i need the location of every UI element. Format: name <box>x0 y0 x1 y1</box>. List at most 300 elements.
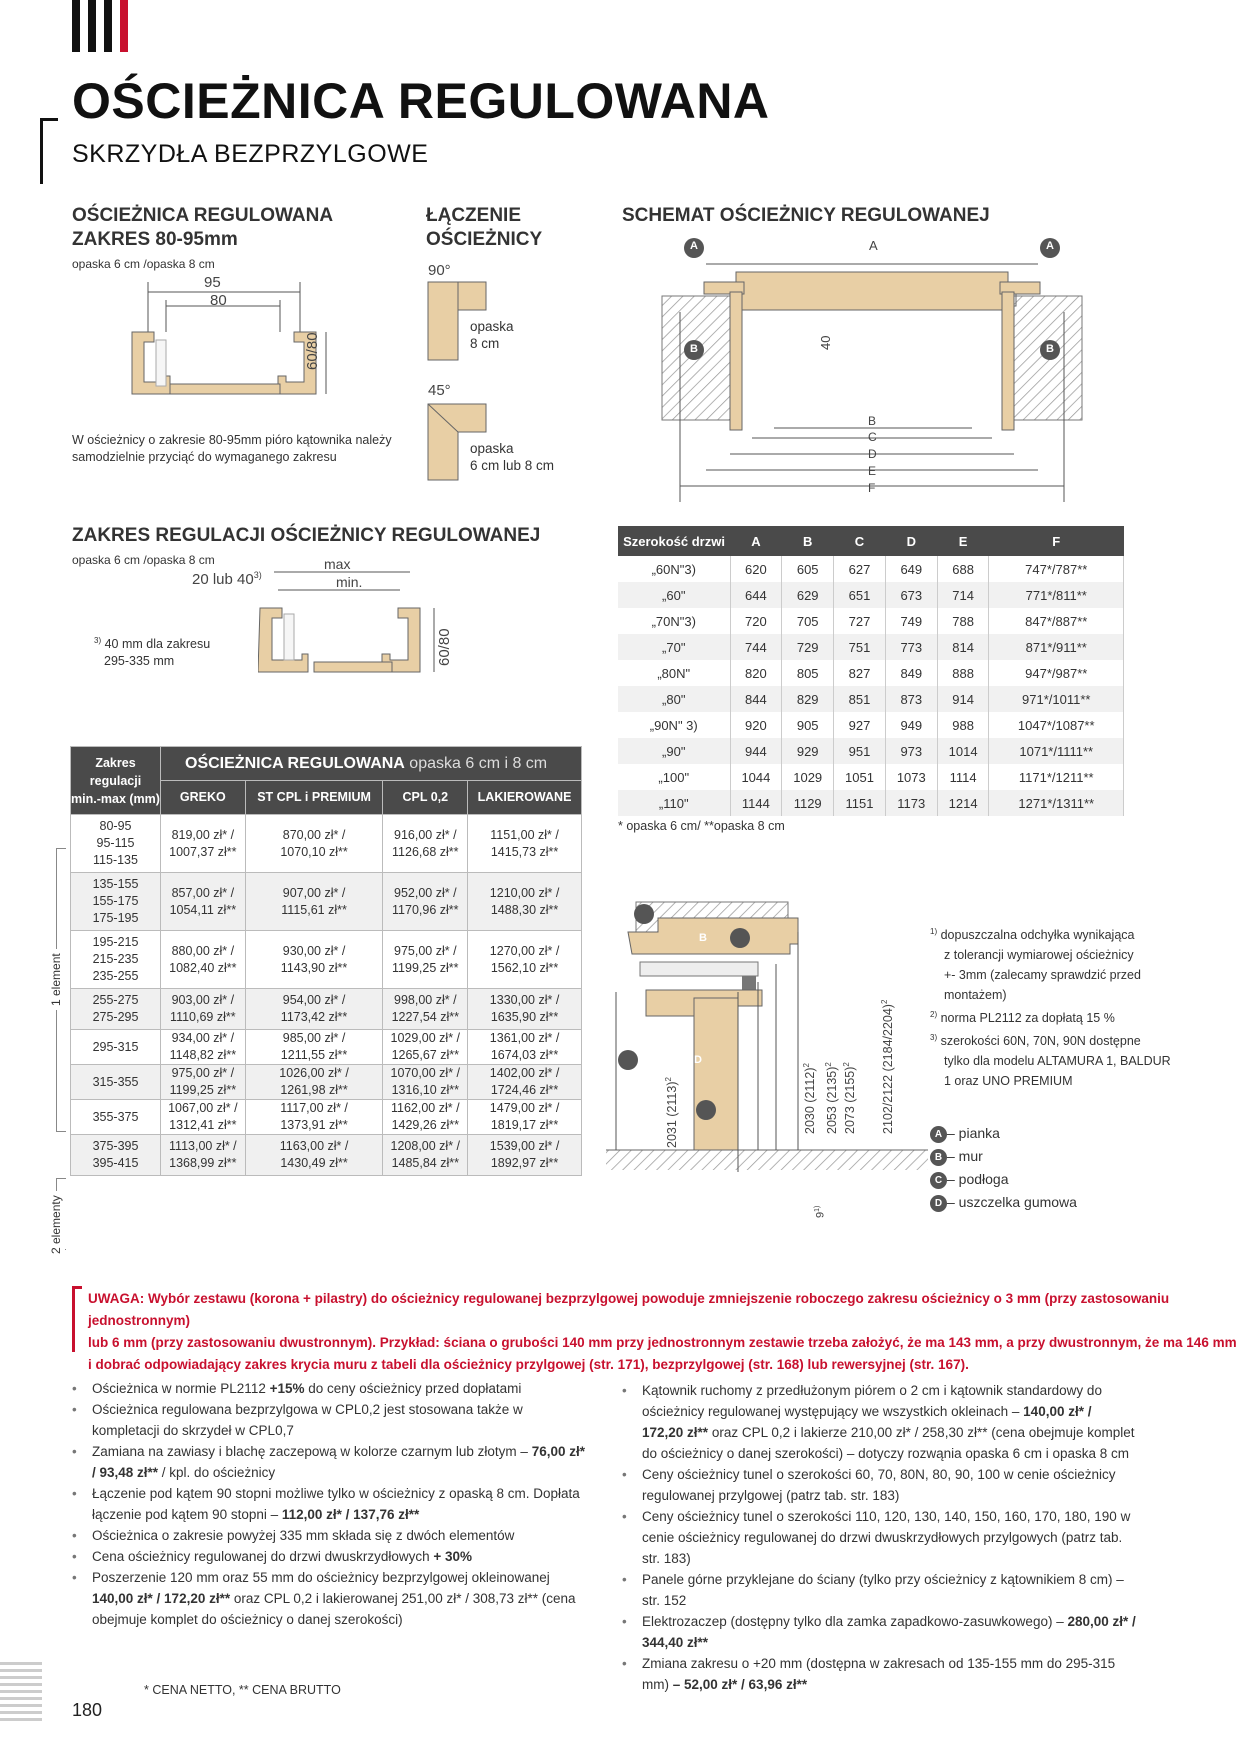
table-row <box>618 556 1124 582</box>
price-value: 1070,00 zł* / <box>390 1066 461 1080</box>
price-cell <box>245 989 383 1030</box>
dims-cell: 727 <box>834 608 886 634</box>
price-value: 1485,84 zł** <box>391 1156 459 1170</box>
range-value: 275-295 <box>92 1010 139 1024</box>
range-value: 135-155 <box>92 877 139 891</box>
bullet-text: Ościeżnica o zakresie powyżej 335 mm składa się z dwóch elementów <box>92 1528 515 1543</box>
legend-block <box>930 1122 1077 1214</box>
bullet-text: Zmiana zakresu o +20 mm (dostępna w zakresach od 135-155 mm do 295-315 mm) <box>642 1656 1116 1692</box>
dims-cell: „70" <box>618 634 730 660</box>
price-value: 934,00 zł* / <box>171 1031 235 1045</box>
dims-cell: 1073 <box>885 764 937 790</box>
price-value: 1724,46 zł** <box>490 1083 559 1097</box>
dims-cell: 629 <box>782 582 834 608</box>
diag-h3: 2053 $(2135)^2$ <box>824 1062 840 1134</box>
dims-cell: 1051 <box>834 764 886 790</box>
dims-cell: „70N"3) <box>618 608 730 634</box>
price-value: 1070,10 zł** <box>280 844 348 859</box>
diag-label-b: B <box>699 932 707 944</box>
table-row <box>618 738 1124 764</box>
schema-dim-c: C <box>868 430 877 444</box>
price-legend: * CENA NETTO, ** CENA BRUTTO <box>144 1683 341 1697</box>
dims-cell: 914 <box>937 686 989 712</box>
price-cell <box>468 989 582 1030</box>
list-item <box>620 1464 1136 1506</box>
table-row <box>71 989 582 1030</box>
price-value: 857,00 zł* / <box>171 885 235 900</box>
price-cell <box>161 1135 246 1176</box>
price-cell <box>383 815 468 873</box>
price-value: 1312,41 zł** <box>169 1118 237 1132</box>
bullet-text: Ceny ościeżnicy tunel o szerokości 110, 120, 130, 140, 150, 160, 170, 180, 190 w cenie ościeżnicy regulowanej do drzwi dwuskrzydłowych przylgowych (patrz tab. str. 183) <box>642 1509 1131 1566</box>
schema-dim-d: D <box>868 447 877 461</box>
bullet-text: Ceny ościeżnicy tunel o szerokości 60, 70, 80N, 80, 90, 100 w cenie ościeżnicy regulowanej przylgowej (patrz tab. str. 183) <box>642 1467 1116 1503</box>
warning-bracket <box>72 1286 82 1352</box>
price-value: 1199,25 zł** <box>392 960 459 975</box>
bullet-text: Cena ościeżnicy regulowanej do drzwi dwuskrzydłowych <box>92 1549 434 1564</box>
dims-cell: 1014 <box>937 738 989 764</box>
table-row <box>71 1135 582 1176</box>
price-cell <box>383 989 468 1030</box>
dims-cell: 829 <box>782 686 834 712</box>
dims-cell: 1173 <box>885 790 937 816</box>
page-title: OŚCIEŻNICA REGULOWANA <box>72 73 770 129</box>
dims-cell: 944 <box>730 738 782 764</box>
range-value: 295-315 <box>92 1039 139 1054</box>
range-value: 235-255 <box>92 969 139 983</box>
price-value: 870,00 zł* / <box>282 827 346 842</box>
legend-text: – uszczelka gumowa <box>947 1194 1077 1210</box>
price-value: 954,00 zł* / <box>282 993 346 1007</box>
table-row <box>618 634 1124 660</box>
dims-cell: 651 <box>834 582 886 608</box>
price-cell <box>468 931 582 989</box>
price-value: 1126,68 zł** <box>392 844 459 859</box>
price-value: 1199,25 zł** <box>169 1083 237 1097</box>
brand-logo <box>72 0 142 52</box>
price-value: 1162,00 zł* / <box>390 1101 460 1115</box>
price-value: 1429,26 zł** <box>391 1118 459 1132</box>
list-item <box>620 1506 1136 1569</box>
range-value: 115-135 <box>93 853 138 867</box>
price-value: 1151,00 zł* / <box>490 827 559 842</box>
dims-cell: 988 <box>937 712 989 738</box>
price-value: 1211,55 zł** <box>280 1048 348 1062</box>
bullet-text: 112,00 zł* / 137,76 zł** <box>281 1507 420 1522</box>
price-value: 1208,00 zł* / <box>390 1139 461 1153</box>
price-value: 1402,00 zł* / <box>489 1066 560 1080</box>
schema-dim-a: A <box>869 238 878 253</box>
dims-cell: 905 <box>782 712 834 738</box>
price-value: 1373,91 zł** <box>280 1118 348 1132</box>
dims-cell: 771*/811** <box>989 582 1124 608</box>
price-cell <box>383 931 468 989</box>
price-value: 1270,00 zł* / <box>489 943 560 958</box>
dims-header-4: D <box>885 526 937 556</box>
price-cell <box>245 1135 383 1176</box>
list-item <box>620 1380 1136 1464</box>
bullet-text: Łączenie pod kątem 90 stopni możliwe tylko w ościeżnicy z opaską 8 cm. Dopłata łączenie pod kątem 90 stopni – <box>92 1486 580 1522</box>
bullet-text: Zamiana na zawiasy i blachę zaczepową w kolorze czarnym lub złotym – <box>92 1444 532 1459</box>
price-cell <box>161 989 246 1030</box>
angle-90: 90° <box>428 262 451 279</box>
dims-cell: 1044 <box>730 764 782 790</box>
price-value: 1115,61 zł** <box>281 902 347 917</box>
price-range <box>71 931 161 989</box>
price-value: 952,00 zł* / <box>394 885 457 900</box>
list-item <box>70 1441 590 1483</box>
dims-cell: „60N"3) <box>618 556 730 582</box>
price-value: 1361,00 zł* / <box>489 1031 560 1045</box>
price-range <box>71 1030 161 1065</box>
sec2-title: ŁĄCZENIE OŚCIEŻNICY <box>426 205 543 250</box>
sec1-opaska: opaska 6 cm /opaska 8 cm <box>72 257 215 271</box>
price-cell <box>383 1030 468 1065</box>
price-range <box>71 1135 161 1176</box>
diag-label-a: A <box>604 908 612 920</box>
price-cell <box>383 1065 468 1100</box>
dims-cell: 705 <box>782 608 834 634</box>
angle-45: 45° <box>428 382 451 399</box>
frame-diagram-2 <box>258 560 458 700</box>
price-value: 975,00 zł* / <box>394 943 457 958</box>
dims-cell: 920 <box>730 712 782 738</box>
price-cell <box>161 931 246 989</box>
sec1-note: W ościeżnicy o zakresie 80-95mm pióro kątownika należy samodzielnie przyciąć do wymaganego zakresu <box>72 433 392 464</box>
legend-item <box>930 1168 1077 1191</box>
legend-text: – pianka <box>947 1125 1000 1141</box>
dims-cell: „80N" <box>618 660 730 686</box>
range-value: 375-395 <box>92 1139 139 1153</box>
dims-header-5: E <box>937 526 989 556</box>
bullet-text: 140,00 zł* / 172,20 zł** <box>642 1404 1092 1440</box>
dims-cell: 1214 <box>937 790 989 816</box>
list-item <box>70 1378 590 1399</box>
range-value: 355-375 <box>92 1109 139 1124</box>
dims-cell: 1271*/1311** <box>989 790 1124 816</box>
bullet-text: Kątownik ruchomy z przedłużonym piórem o 2 cm i kątownik standardowy do ościeżnicy regulowanej występujący we wszystkich okleinach – <box>642 1383 1102 1419</box>
dims-cell: 749 <box>885 608 937 634</box>
sec4-side: 60/80 <box>436 628 453 666</box>
price-range <box>71 1065 161 1100</box>
diag-h2: 2030 $(2112)^2$ <box>802 1063 818 1134</box>
dims-cell: 744 <box>730 634 782 660</box>
price-value: 1110,69 zł** <box>170 1010 236 1024</box>
dims-cell: 1129 <box>782 790 834 816</box>
sec4-footnote: $^{3)}$ 40 mm dla zakresu 295-335 mm <box>94 636 211 669</box>
range-value: 315-355 <box>92 1074 139 1089</box>
price-value: 1539,00 zł* / <box>489 1139 560 1153</box>
schema-dim-40: 40 <box>818 335 833 350</box>
sec1-title: OŚCIEŻNICA REGULOWANA ZAKRES 80-95mm <box>72 205 334 250</box>
legend-item <box>930 1145 1077 1168</box>
price-value: 1674,03 zł** <box>490 1048 559 1062</box>
price-value: 1026,00 zł* / <box>279 1066 349 1080</box>
dims-cell: 751 <box>834 634 886 660</box>
sec4-title: ZAKRES REGULACJI OŚCIEŻNICY REGULOWANEJ <box>72 525 541 546</box>
sec4-min: min. <box>336 574 363 590</box>
price-cell <box>468 1030 582 1065</box>
price-col-header-1: ST CPL i PREMIUM <box>245 781 383 815</box>
bullet-text: 280,00 zł* / 344,40 zł** <box>642 1614 1136 1650</box>
legend-item <box>930 1191 1077 1214</box>
price-value: 880,00 zł* / <box>171 943 235 958</box>
price-value: 916,00 zł* / <box>394 827 457 842</box>
dims-cell: 627 <box>834 556 886 582</box>
price-value: 1562,10 zł** <box>490 960 559 975</box>
price-value: 903,00 zł* / <box>171 993 235 1007</box>
list-item <box>620 1653 1136 1695</box>
legend-badge: D <box>930 1195 947 1212</box>
side-label-1: 1 element <box>48 949 65 1010</box>
price-value: 1082,40 zł** <box>169 960 237 975</box>
price-value: 1173,42 zł** <box>280 1010 348 1024</box>
schema-label-a-right: A <box>1046 240 1054 252</box>
price-cell <box>245 1065 383 1100</box>
dims-cell: 973 <box>885 738 937 764</box>
price-value: 1316,10 zł** <box>391 1083 459 1097</box>
dims-cell: 620 <box>730 556 782 582</box>
footnotes-block: $^{1)}$ dopuszczalna odchyłka wynikająca z tolerancji wymiarowej ościeżnicy +- 3mm (zalecamy sprawdzić przed montażem) $^{2)}$ norma PL2112 za dopłatą 15 % $^{3)}$ szerokości 60N, 70N, 90N dostępne tylko dla modelu ALTAMURA 1, BALDUR 1 oraz UNO PREMIUM <box>930 927 1171 1089</box>
dims-cell: 888 <box>937 660 989 686</box>
dims-cell: 1114 <box>937 764 989 790</box>
dims-cell: 820 <box>730 660 782 686</box>
price-col-header-0: GREKO <box>161 781 246 815</box>
price-value: 1479,00 zł* / <box>489 1101 560 1115</box>
diag-h4: 2073 $(2155)^2$ <box>842 1062 858 1134</box>
sec4-opaska: opaska 6 cm /opaska 8 cm <box>72 553 215 567</box>
table-row <box>618 608 1124 634</box>
price-cell <box>468 815 582 873</box>
bullet-text: / kpl. do ościeżnicy <box>158 1465 276 1480</box>
dims-cell: „80" <box>618 686 730 712</box>
footer-stripes <box>0 1662 42 1722</box>
price-col-header-2: CPL 0,2 <box>383 781 468 815</box>
legend-text: – mur <box>947 1148 983 1164</box>
price-cell <box>161 1065 246 1100</box>
range-value: 175-195 <box>92 911 139 925</box>
dims-cell: 949 <box>885 712 937 738</box>
table-row <box>618 686 1124 712</box>
dims-cell: 747*/787** <box>989 556 1124 582</box>
price-value: 907,00 zł* / <box>282 885 346 900</box>
bullet-text: 140,00 zł* / 172,20 zł** <box>92 1591 231 1606</box>
bullets-left <box>70 1378 590 1630</box>
dims-cell: 951 <box>834 738 886 764</box>
dims-cell: „90" <box>618 738 730 764</box>
dims-cell: 673 <box>885 582 937 608</box>
price-value: 1029,00 zł* / <box>390 1031 461 1045</box>
bullet-text: Poszerzenie 120 mm oraz 55 mm do ościeżnicy bezprzylgowej okleinowanej <box>92 1570 550 1585</box>
dims-cell: 1029 <box>782 764 834 790</box>
bullet-text: + 30% <box>433 1549 473 1564</box>
dims-cell: 605 <box>782 556 834 582</box>
price-cell <box>161 1100 246 1135</box>
dims-header-1: A <box>730 526 782 556</box>
dims-cell: „90N" 3) <box>618 712 730 738</box>
legend-badge: A <box>930 1126 947 1143</box>
range-value: 395-415 <box>92 1156 139 1170</box>
price-cell <box>245 1100 383 1135</box>
price-value: 1113,00 zł* / <box>169 1139 237 1153</box>
dims-footnote: * opaska 6 cm/ **opaska 8 cm <box>618 819 785 833</box>
dims-cell: 1047*/1087** <box>989 712 1124 738</box>
price-cell <box>468 1100 582 1135</box>
dims-cell: 929 <box>782 738 834 764</box>
table-row <box>71 815 582 873</box>
dims-cell: 729 <box>782 634 834 660</box>
price-cell <box>161 873 246 931</box>
price-cell <box>245 931 383 989</box>
page-subtitle: SKRZYDŁA BEZPRZYLGOWE <box>72 140 429 168</box>
bullet-text: Panele górne przyklejane do ściany (tylko przy ościeżnicy z kątownikiem 8 cm) – str. 152 <box>642 1572 1124 1608</box>
list-item <box>620 1569 1136 1611</box>
price-value: 1430,49 zł** <box>280 1156 348 1170</box>
dims-cell: 827 <box>834 660 886 686</box>
sec4-left-dim: 20 lub 40$^{3)}$ <box>192 570 262 588</box>
dims-cell: 851 <box>834 686 886 712</box>
price-value: 1210,00 zł* / <box>489 885 560 900</box>
dimensions-table <box>618 526 1124 816</box>
diag-gap: 9$^{1)}$ <box>814 1205 827 1218</box>
dims-cell: 1151 <box>834 790 886 816</box>
list-item <box>620 1611 1136 1653</box>
table-row <box>618 712 1124 738</box>
dims-cell: 873 <box>885 686 937 712</box>
diag-h1: 2031 $(2113)^2$ <box>664 1077 680 1148</box>
price-range <box>71 873 161 931</box>
price-range <box>71 1100 161 1135</box>
price-main-header: OŚCIEŻNICA REGULOWANA opaska 6 cm i 8 cm <box>161 747 582 781</box>
price-value: 1892,97 zł** <box>490 1156 559 1170</box>
price-value: 1007,37 zł** <box>169 844 237 859</box>
page-number: 180 <box>72 1700 103 1720</box>
price-range <box>71 815 161 873</box>
price-cell <box>383 873 468 931</box>
side-label-2: 2 elementy <box>48 1191 65 1258</box>
dims-cell: „100" <box>618 764 730 790</box>
list-item <box>70 1525 590 1546</box>
price-value: 1368,99 zł** <box>169 1156 237 1170</box>
list-item <box>70 1546 590 1567</box>
dims-cell: 971*/1011** <box>989 686 1124 712</box>
dims-cell: 849 <box>885 660 937 686</box>
price-cell <box>245 1030 383 1065</box>
dims-cell: 847*/887** <box>989 608 1124 634</box>
price-cell <box>383 1135 468 1176</box>
list-item <box>70 1399 590 1441</box>
bullet-text: – 52,00 zł* / 63,96 zł** <box>672 1677 808 1692</box>
diag-label-d: D <box>694 1054 702 1066</box>
dims-cell: 871*/911** <box>989 634 1124 660</box>
bullet-text: oraz CPL 0,2 i lakierze 210,00 zł* / 258,30 zł** (cena obejmuje komplet do ościeżnicy o danej szerokości) – dotyczy rozwąnia opaska 6 cm i opaska 8 cm <box>642 1425 1135 1461</box>
sec3-title: SCHEMAT OŚCIEŻNICY REGULOWANEJ <box>622 205 990 226</box>
dims-cell: 844 <box>730 686 782 712</box>
list-item <box>70 1567 590 1630</box>
dims-cell: 773 <box>885 634 937 660</box>
price-cell <box>383 1100 468 1135</box>
dims-cell: 947*/987** <box>989 660 1124 686</box>
price-value: 1265,67 zł** <box>391 1048 459 1062</box>
price-value: 1143,90 zł** <box>280 960 348 975</box>
price-value: 1170,96 zł** <box>392 902 459 917</box>
dims-cell: 805 <box>782 660 834 686</box>
price-value: 930,00 zł* / <box>282 943 346 958</box>
schema-dim-b: B <box>868 414 877 428</box>
bullet-text: 76,00 zł* / 93,48 zł** <box>92 1444 585 1480</box>
bullet-text: oraz CPL 0,2 i lakierowanej 251,00 zł* / 308,73 zł** (cena obejmuje komplet do ościeżnicy o danej szerokości) <box>92 1591 576 1627</box>
price-value: 819,00 zł* / <box>171 827 235 842</box>
schema-dim-f: F <box>868 481 876 495</box>
schema-label-b-right: B <box>1046 343 1054 355</box>
price-cell <box>468 1135 582 1176</box>
title-bracket <box>40 118 58 184</box>
dims-cell: 720 <box>730 608 782 634</box>
table-row <box>618 660 1124 686</box>
dims-cell: 814 <box>937 634 989 660</box>
dim-80: 80 <box>210 292 227 309</box>
table-row <box>618 582 1124 608</box>
price-value: 1117,00 zł* / <box>280 1101 348 1115</box>
price-col0-header: Zakres regulacji min.-max (mm) <box>71 747 161 815</box>
dims-header-6: F <box>989 526 1124 556</box>
dims-cell: 927 <box>834 712 886 738</box>
price-cell <box>468 1065 582 1100</box>
dims-cell: „110" <box>618 790 730 816</box>
range-value: 195-215 <box>92 935 139 949</box>
joint-90-label: opaska 8 cm <box>470 319 514 351</box>
price-value: 1261,98 zł** <box>280 1083 348 1097</box>
legend-item <box>930 1122 1077 1145</box>
dims-cell: 1144 <box>730 790 782 816</box>
range-value: 255-275 <box>92 993 139 1007</box>
range-value: 155-175 <box>92 894 139 908</box>
dim-95: 95 <box>204 274 221 291</box>
range-value: 215-235 <box>92 952 139 966</box>
legend-badge: B <box>930 1149 947 1166</box>
table-row <box>618 790 1124 816</box>
price-table <box>70 746 582 1176</box>
price-cell <box>245 815 383 873</box>
bullet-text: Ościeżnica w normie PL2112 <box>92 1381 270 1396</box>
legend-badge: C <box>930 1172 947 1189</box>
bullet-text: +15% <box>269 1381 305 1396</box>
bullet-text: do ceny ościeżnicy przed dopłatami <box>304 1381 522 1396</box>
price-value: 1819,17 zł** <box>490 1118 559 1132</box>
warning-text: UWAGA: Wybór zestawu (korona + pilastry) do ościeżnicy regulowanej bezprzylgowej powoduje zmniejszenie roboczego zakresu ościeżnicy o 3 mm (przy zastosowaniu jednostronnym) lub 6 mm (przy zastosowaniu dwustronnym). Przykład: ściana o grubości 140 mm przy jednostronnym zestawie trzeba założyć, że ma 143 mm, a przy dwustronnym, że ma 146 mm i dobrać odpowiadający zakres krycia muru z tabeli dla ościeżnicy przylgowej (str. 171), bezprzylgowej (str. 168) lub rewersyjnej (str. 167). <box>88 1291 1237 1372</box>
bullets-right <box>620 1380 1136 1695</box>
price-cell <box>161 1030 246 1065</box>
price-value: 1163,00 zł* / <box>279 1139 349 1153</box>
table-row <box>71 931 582 989</box>
dims-cell: 1071*/1111** <box>989 738 1124 764</box>
joint-45-label: opaska 6 cm lub 8 cm <box>470 441 555 473</box>
price-value: 1067,00 zł* / <box>168 1101 238 1115</box>
schema-label-a-left: A <box>690 240 698 252</box>
price-cell <box>245 873 383 931</box>
price-value: 1635,90 zł** <box>490 1010 559 1024</box>
table-row <box>71 873 582 931</box>
dims-cell: 649 <box>885 556 937 582</box>
bullet-text: Elektrozaczep (dostępny tylko dla zamka zapadkowo-zasuwkowego) – <box>642 1614 1068 1629</box>
table-row <box>71 1100 582 1135</box>
price-value: 1330,00 zł* / <box>489 993 560 1007</box>
schema-dim-e: E <box>868 464 877 478</box>
sec4-max: max <box>324 556 351 572</box>
price-cell <box>161 815 246 873</box>
diag-label-c: C <box>743 1104 751 1116</box>
dims-cell: 1171*/1211** <box>989 764 1124 790</box>
